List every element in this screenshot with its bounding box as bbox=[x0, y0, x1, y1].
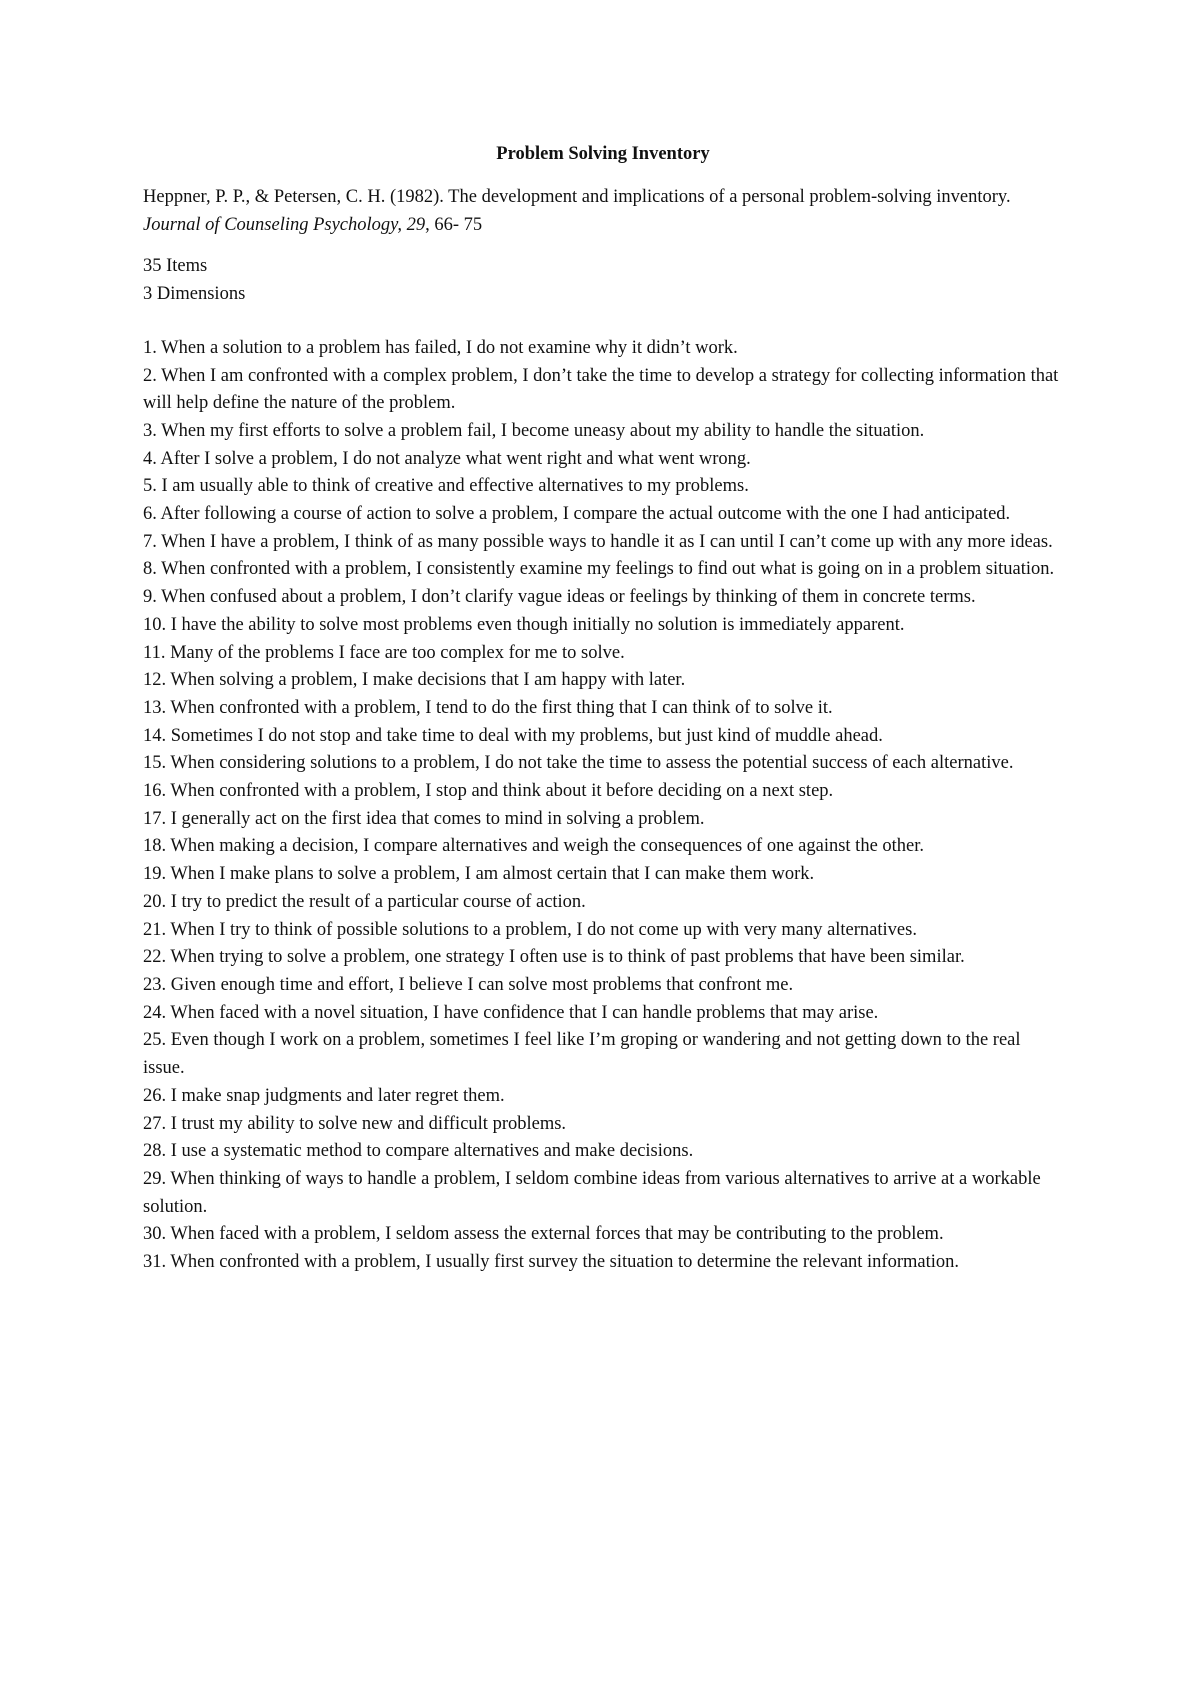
inventory-item: 10. I have the ability to solve most problems even though initially no solution is immediately apparent. bbox=[143, 614, 905, 635]
inventory-item: 26. I make snap judgments and later regret them. bbox=[143, 1085, 505, 1106]
inventory-item: 28. I use a systematic method to compare alternatives and make decisions. bbox=[143, 1141, 694, 1162]
inventory-item: 31. When confronted with a problem, I usually first survey the situation to determine the relevant information. bbox=[143, 1252, 960, 1273]
citation-prefix: Heppner, P. P., & Petersen, C. H. (1982). The development and implications of a personal problem-solving inventory. bbox=[143, 187, 1011, 207]
inventory-item: 4. After I solve a problem, I do not analyze what went right and what went wrong. bbox=[143, 448, 751, 469]
inventory-item: 18. When making a decision, I compare alternatives and weigh the consequences of one against the other. bbox=[143, 836, 925, 857]
inventory-item: 23. Given enough time and effort, I believe I can solve most problems that confront me. bbox=[143, 974, 794, 995]
inventory-item: 21. When I try to think of possible solutions to a problem, I do not come up with very many alternatives. bbox=[143, 919, 917, 940]
inventory-item: 12. When solving a problem, I make decisions that I am happy with later. bbox=[143, 670, 686, 691]
citation bbox=[143, 184, 1063, 239]
inventory-item: 17. I generally act on the first idea that comes to mind in solving a problem. bbox=[143, 808, 705, 829]
inventory-item: 19. When I make plans to solve a problem, I am almost certain that I can make them work. bbox=[143, 864, 815, 885]
inventory-item: 14. Sometimes I do not stop and take time to deal with my problems, but just kind of muddle ahead. bbox=[143, 725, 883, 746]
inventory-item: 20. I try to predict the result of a particular course of action. bbox=[143, 891, 586, 912]
inventory-item: 5. I am usually able to think of creative and effective alternatives to my problems. bbox=[143, 476, 749, 497]
document-title: Problem Solving Inventory bbox=[496, 144, 710, 164]
inventory-item: 27. I trust my ability to solve new and difficult problems. bbox=[143, 1113, 567, 1134]
inventory-item: 2. When I am confronted with a complex problem, I don’t take the time to develop a strategy for collecting information that will help define the nature of the problem. bbox=[143, 365, 1059, 414]
inventory-item: 29. When thinking of ways to handle a problem, I seldom combine ideas from various alternatives to arrive at a workable solution. bbox=[143, 1168, 1041, 1217]
inventory-item: 11. Many of the problems I face are too complex for me to solve. bbox=[143, 642, 625, 663]
inventory-item: 9. When confused about a problem, I don’t clarify vague ideas or feelings by thinking of them in concrete terms. bbox=[143, 587, 976, 608]
inventory-meta bbox=[143, 253, 1063, 308]
inventory-item: 22. When trying to solve a problem, one strategy I often use is to think of past problems that have been similar. bbox=[143, 947, 965, 968]
inventory-item: 8. When confronted with a problem, I consistently examine my feelings to find out what is going on in a problem situation. bbox=[143, 559, 1055, 580]
inventory-items-list bbox=[143, 335, 1063, 1277]
inventory-item: 30. When faced with a problem, I seldom assess the external forces that may be contributing to the problem. bbox=[143, 1224, 944, 1245]
document-content bbox=[143, 141, 1063, 1277]
inventory-item: 25. Even though I work on a problem, sometimes I feel like I’m groping or wandering and not getting down to the real issue. bbox=[143, 1030, 1021, 1079]
inventory-item: 24. When faced with a novel situation, I have confidence that I can handle problems that may arise. bbox=[143, 1002, 879, 1023]
inventory-item: 7. When I have a problem, I think of as many possible ways to handle it as I can until I can’t come up with any more ideas. bbox=[143, 531, 1053, 552]
inventory-item: 13. When confronted with a problem, I tend to do the first thing that I can think of to solve it. bbox=[143, 697, 833, 718]
inventory-item: 15. When considering solutions to a problem, I do not take the time to assess the potential success of each alternative. bbox=[143, 753, 1014, 774]
inventory-item: 1. When a solution to a problem has failed, I do not examine why it didn’t work. bbox=[143, 337, 738, 358]
citation-suffix: , 66- 75 bbox=[425, 214, 483, 235]
items-count: 35 Items bbox=[143, 256, 208, 277]
dimensions-count: 3 Dimensions bbox=[143, 284, 246, 305]
citation-journal: Journal of Counseling Psychology, 29 bbox=[143, 214, 426, 235]
inventory-item: 16. When confronted with a problem, I stop and think about it before deciding on a next step. bbox=[143, 781, 834, 802]
inventory-item: 3. When my first efforts to solve a problem fail, I become uneasy about my ability to handle the situation. bbox=[143, 420, 925, 441]
inventory-item: 6. After following a course of action to solve a problem, I compare the actual outcome with the one I had anticipated. bbox=[143, 504, 1011, 525]
